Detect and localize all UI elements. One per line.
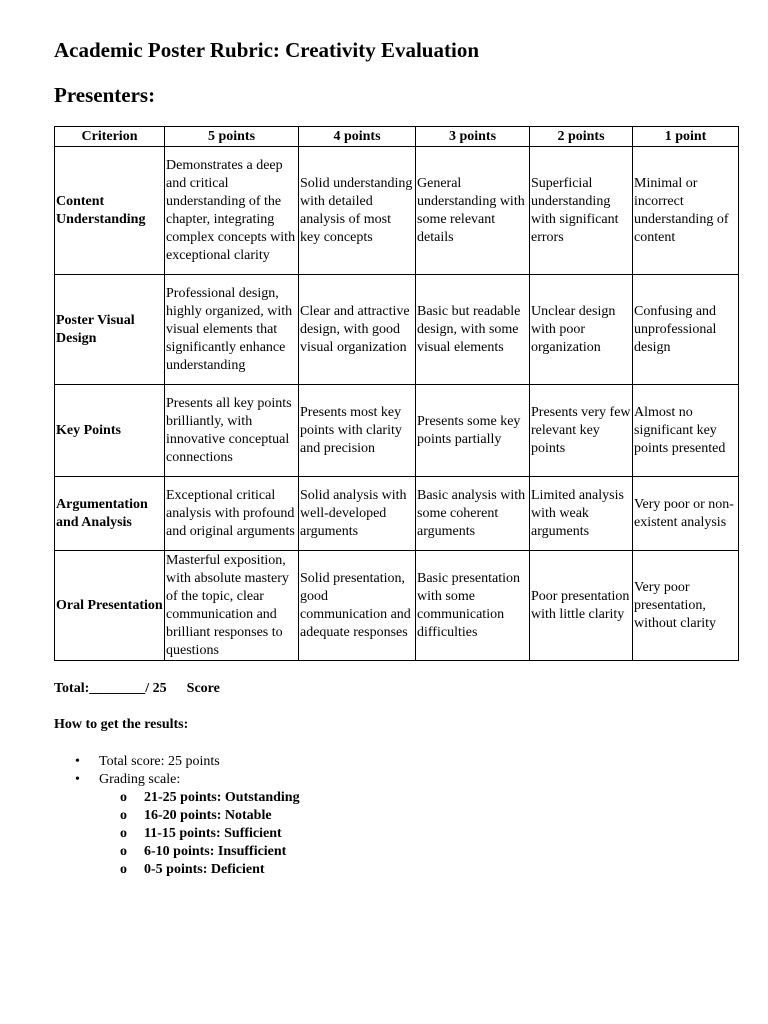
- table-cell: Presents very few relevant key points: [530, 385, 633, 477]
- header-1-point: 1 point: [633, 127, 739, 147]
- table-cell: Basic presentation with some communication difficulties: [416, 551, 530, 661]
- table-cell: Almost no significant key points presented: [633, 385, 739, 477]
- grading-scale-item: o 11-15 points: Sufficient: [99, 825, 300, 843]
- results-list: [54, 753, 300, 879]
- header-3-points: 3 points: [416, 127, 530, 147]
- table-cell: Clear and attractive design, with good visual organization: [299, 275, 416, 385]
- grading-scale-item: o 0-5 points: Deficient: [99, 861, 300, 879]
- table-cell: Unclear design with poor organization: [530, 275, 633, 385]
- presenters-label: Presenters:: [54, 83, 156, 107]
- total-label: Total:________/ 25: [54, 681, 167, 696]
- table-cell: Presents some key points partially: [416, 385, 530, 477]
- table-cell: Demonstrates a deep and critical understanding of the chapter, integrating complex concepts with exceptional clarity: [165, 147, 299, 275]
- table-cell: Basic analysis with some coherent arguments: [416, 477, 530, 551]
- list-item-text: Total score: 25 points: [99, 754, 220, 769]
- table-cell: Professional design, highly organized, with visual elements that significantly enhance understanding: [165, 275, 299, 385]
- criterion-cell: Content Understanding: [55, 147, 165, 275]
- rubric-table: [54, 126, 739, 661]
- header-5-points: 5 points: [165, 127, 299, 147]
- header-4-points: 4 points: [299, 127, 416, 147]
- table-row: [55, 551, 739, 661]
- criterion-cell: Argumentation and Analysis: [55, 477, 165, 551]
- table-header-row: [55, 127, 739, 147]
- table-cell: Minimal or incorrect understanding of content: [633, 147, 739, 275]
- header-criterion: Criterion: [55, 127, 165, 147]
- table-cell: Very poor or non-existent analysis: [633, 477, 739, 551]
- table-row: [55, 275, 739, 385]
- results-heading: How to get the results:: [54, 717, 189, 732]
- score-label: Score: [186, 681, 220, 696]
- table-cell: Solid analysis with well-developed arguments: [299, 477, 416, 551]
- grading-scale-item: o 16-20 points: Notable: [99, 807, 300, 825]
- list-item-text: Grading scale:: [99, 772, 181, 787]
- table-cell: Masterful exposition, with absolute mastery of the topic, clear communication and brilliant responses to questions: [165, 551, 299, 661]
- table-cell: Superficial understanding with significant errors: [530, 147, 633, 275]
- header-2-points: 2 points: [530, 127, 633, 147]
- grading-scale-list: [99, 789, 300, 879]
- table-cell: Presents most key points with clarity and precision: [299, 385, 416, 477]
- table-cell: Very poor presentation, without clarity: [633, 551, 739, 661]
- table-cell: Confusing and unprofessional design: [633, 275, 739, 385]
- list-item: [54, 771, 300, 879]
- grading-scale-item: o 6-10 points: Insufficient: [99, 843, 300, 861]
- table-cell: Solid presentation, good communication and adequate responses: [299, 551, 416, 661]
- table-row: [55, 385, 739, 477]
- document-title: Academic Poster Rubric: Creativity Evaluation: [54, 38, 479, 62]
- criterion-cell: Oral Presentation: [55, 551, 165, 661]
- grading-scale-item: o 21-25 points: Outstanding: [99, 789, 300, 807]
- list-item: [54, 753, 300, 771]
- table-row: [55, 147, 739, 275]
- table-cell: Presents all key points brilliantly, with innovative conceptual connections: [165, 385, 299, 477]
- table-row: [55, 477, 739, 551]
- table-cell: Solid understanding with detailed analysis of most key concepts: [299, 147, 416, 275]
- criterion-cell: Poster Visual Design: [55, 275, 165, 385]
- table-cell: Poor presentation with little clarity: [530, 551, 633, 661]
- table-cell: Exceptional critical analysis with profound and original arguments: [165, 477, 299, 551]
- table-cell: Basic but readable design, with some visual elements: [416, 275, 530, 385]
- criterion-cell: Key Points: [55, 385, 165, 477]
- table-cell: General understanding with some relevant details: [416, 147, 530, 275]
- total-score-line: [54, 681, 220, 697]
- table-cell: Limited analysis with weak arguments: [530, 477, 633, 551]
